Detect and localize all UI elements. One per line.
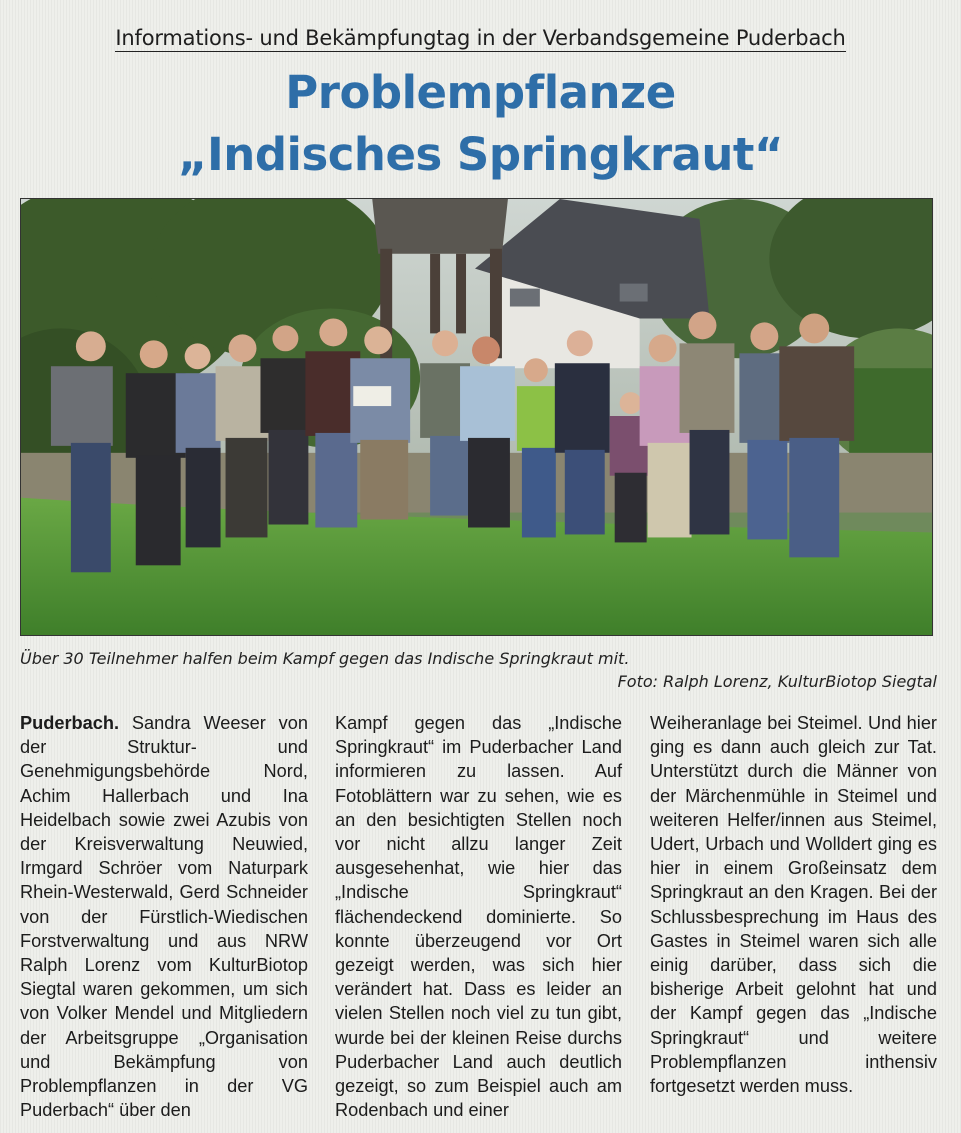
group-photo-illustration xyxy=(21,199,932,635)
photo-caption: Über 30 Teilnehmer halfen beim Kampf gegen das Indische Springkraut mit. xyxy=(20,649,630,668)
article-column-1 xyxy=(20,711,308,1122)
article-dateline: Puderbach. xyxy=(20,713,120,733)
photo-credit: Foto: Ralph Lorenz, KulturBiotop Siegtal xyxy=(617,672,937,691)
column-3-text: Weiheranlage bei Steimel. Und hier ging es dann auch gleich zur Tat. Unterstützt durch die Männer von der Märchenmühle in Steimel und weiteren Helfer/innen aus Steimel, Udert, Urbach und Wolldert ging es hier in einem Großeinsatz dem Springkraut an den Kragen. Bei der Schlussbesprechung im Haus des Gastes in Steimel waren sich alle einig darüber, dass sich die bisherige Arbeit gelohnt hat und der Kampf gegen das „Indische Springkraut“ und weitere Problempflanzen inthensiv fortgesetzt werden muss. xyxy=(650,713,937,1097)
article-kicker xyxy=(0,26,961,50)
column-1-text: Sandra Weeser von der Struktur- und Genehmigungsbehörde Nord, Achim Hallerbach und Ina Heidelbach sowie zwei Azubis von der Kreisverwaltung Neuwied, Irmgard Schröer vom Naturpark Rhein-Westerwald, Gerd Schneider von der Fürstlich-Wiedischen Forstverwaltung und aus NRW Ralph Lorenz vom KulturBiotop Siegtal waren gekommen, um sich von Volker Mendel und Mitgliedern der Arbeitsgruppe „Organisation und Bekämpfung von Problempflanzen in der VG Puderbach“ über den xyxy=(20,713,308,1121)
headline-line-2: „Indisches Springkraut“ xyxy=(177,128,784,181)
group-photo xyxy=(20,198,933,636)
kicker-text: Informations- und Bekämpfungtag in der Verbandsgemeine Puderbach xyxy=(115,26,846,50)
article-column-2 xyxy=(335,711,622,1122)
article-headline xyxy=(0,62,961,186)
column-2-text: Kampf gegen das „Indische Springkraut“ im Puderbacher Land informieren zu lassen. Auf Fotoblättern war zu sehen, wie es an den besichtigten Stellen noch vor nicht allzu langer Zeit ausgesehenhat, wie hier das „Indische Springkraut“ flächendeckend dominierte. So konnte überzeugend vor Ort gezeigt werden, was sich hier verändert hat. Dass es leider an vielen Stellen noch viel zu tun gibt, wurde bei der kleinen Reise durchs Puderbacher Land auch deutlich gezeigt, so zum Beispiel auch am Rodenbach und einer xyxy=(335,713,622,1121)
headline-line-1: Problempflanze xyxy=(285,66,676,119)
article-column-3 xyxy=(650,711,937,1098)
